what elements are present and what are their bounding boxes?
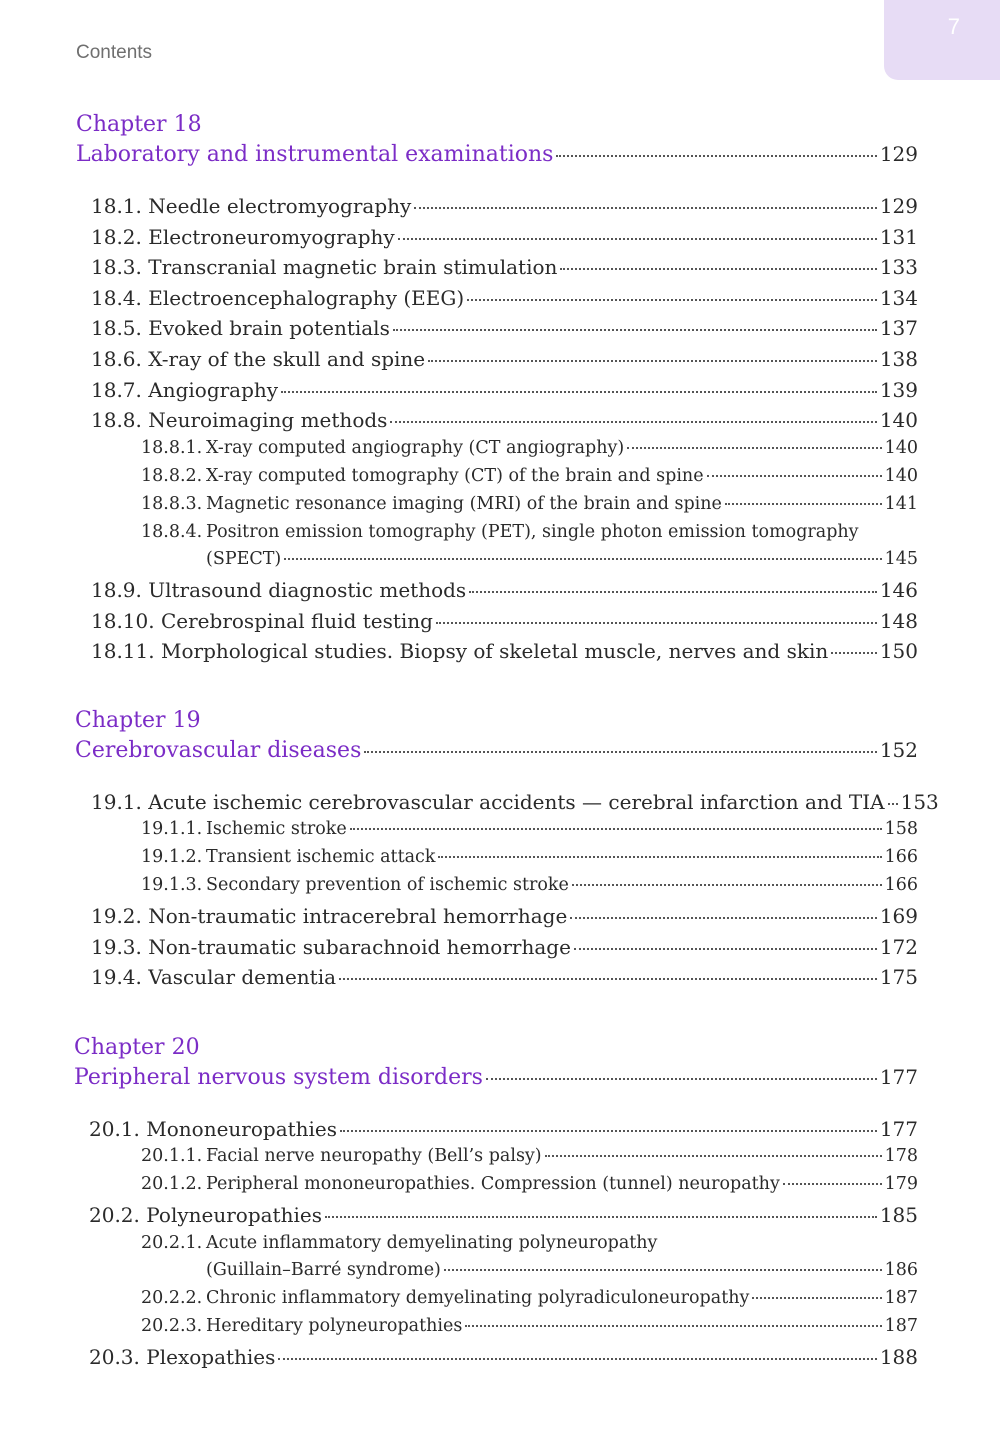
entry-number: 18.6. [91, 347, 142, 371]
chapter-label: Chapter 19 [75, 708, 201, 733]
dot-leader [469, 591, 877, 593]
entry-title: Magnetic resonance imaging (MRI) of the brain and spine [206, 494, 722, 514]
toc-entry[interactable] [91, 935, 918, 959]
dot-leader [414, 207, 877, 209]
entry-number: 18.8.3. [141, 494, 203, 514]
page-ref: 175 [879, 965, 918, 989]
entry-number: 18.11. [91, 639, 155, 663]
toc-subentry[interactable] [141, 875, 918, 895]
page-ref: 153 [900, 790, 939, 814]
entry-number: 19.3. [91, 935, 142, 959]
entry-number: 20.2.3. [141, 1316, 203, 1336]
toc-entry[interactable] [89, 1345, 918, 1369]
entry-title: Non-traumatic subarachnoid hemorrhage [148, 935, 571, 959]
dot-leader [428, 360, 877, 362]
page-ref: 177 [879, 1117, 918, 1141]
page-ref: 179 [884, 1174, 918, 1194]
entry-number: 19.4. [91, 965, 142, 989]
page-ref: 177 [879, 1065, 918, 1089]
dot-leader [486, 1078, 877, 1080]
dot-leader [783, 1183, 882, 1185]
page-ref: 166 [884, 847, 918, 867]
dot-leader [390, 421, 876, 423]
entry-title: Transcranial magnetic brain stimulation [148, 255, 558, 279]
chapter-title: Peripheral nervous system disorders [74, 1065, 483, 1090]
dot-leader [339, 978, 877, 980]
dot-leader [831, 652, 877, 654]
dot-leader [572, 884, 882, 886]
toc-entry[interactable] [91, 904, 918, 928]
toc-subentry-first-line[interactable] [141, 522, 859, 542]
page-ref: 140 [884, 438, 918, 458]
entry-number: 18.10. [91, 609, 155, 633]
dot-leader [340, 1130, 877, 1132]
entry-title: Non-traumatic intracerebral hemorrhage [148, 904, 568, 928]
dot-leader [284, 558, 881, 560]
entry-title-continuation: (Guillain–Barré syndrome) [206, 1260, 441, 1280]
entry-number: 18.4. [91, 286, 142, 310]
dot-leader [281, 391, 877, 393]
entry-title: Acute ischemic cerebrovascular accidents — cerebral infarction and TIA [148, 790, 885, 814]
toc-entry[interactable] [89, 1203, 918, 1227]
page-ref: 185 [879, 1203, 918, 1227]
dot-leader [350, 828, 882, 830]
dot-leader [556, 155, 876, 157]
entry-title: Hereditary polyneuropathies [206, 1316, 463, 1336]
entry-number: 20.1.2. [141, 1174, 203, 1194]
entry-title: Electroencephalography (EEG) [148, 286, 465, 310]
page-ref: 145 [884, 549, 918, 569]
page-ref: 140 [884, 466, 918, 486]
dot-leader [438, 856, 881, 858]
entry-number: 19.1.1. [141, 819, 203, 839]
dot-leader [278, 1358, 876, 1360]
entry-number: 19.2. [91, 904, 142, 928]
page-ref: 187 [884, 1288, 918, 1308]
toc-entry[interactable] [91, 639, 918, 663]
entry-title: Mononeuropathies [146, 1117, 338, 1141]
toc-subentry[interactable] [141, 819, 918, 839]
entry-number: 20.1.1. [141, 1146, 203, 1166]
page-ref: 134 [879, 286, 918, 310]
toc-entry[interactable] [91, 965, 918, 989]
entry-title: X-ray of the skull and spine [148, 347, 426, 371]
entry-title: Transient ischemic attack [206, 847, 436, 867]
page-ref: 129 [879, 142, 918, 166]
toc-subentry[interactable] [141, 1174, 918, 1194]
chapter-label: Chapter 18 [76, 112, 202, 137]
entry-title: Ultrasound diagnostic methods [148, 578, 467, 602]
dot-leader [545, 1155, 882, 1157]
dot-leader [574, 948, 877, 950]
toc-entry[interactable] [91, 790, 939, 814]
entry-title: X-ray computed angiography (CT angiography) [206, 438, 625, 458]
page-ref: 138 [879, 347, 918, 371]
chapter-title: Cerebrovascular diseases [75, 738, 362, 763]
dot-leader [752, 1297, 881, 1299]
toc-subentry-continuation[interactable] [206, 1260, 918, 1280]
page-ref: 158 [884, 819, 918, 839]
toc-subentry[interactable] [141, 1316, 918, 1336]
page-ref: 140 [879, 408, 918, 432]
chapter-title-entry[interactable] [75, 738, 918, 763]
dot-leader [707, 475, 882, 477]
running-head: Contents [76, 42, 153, 63]
entry-title: Acute inflammatory demyelinating polyneuropathy [206, 1233, 658, 1253]
entry-number: 18.8.2. [141, 466, 203, 486]
entry-title: Ischemic stroke [206, 819, 347, 839]
page-ref: 150 [879, 639, 918, 663]
page-ref: 186 [884, 1260, 918, 1280]
entry-number: 20.1. [89, 1117, 140, 1141]
entry-number: 18.3. [91, 255, 142, 279]
toc-entry[interactable] [91, 316, 918, 340]
entry-title: Cerebrospinal fluid testing [160, 609, 433, 633]
toc-entry[interactable] [91, 347, 918, 371]
dot-leader [398, 238, 877, 240]
toc-entry[interactable] [91, 286, 918, 310]
dot-leader [325, 1216, 877, 1218]
page-ref: 133 [879, 255, 918, 279]
entry-title: Neuroimaging methods [148, 408, 388, 432]
entry-number: 19.1.2. [141, 847, 203, 867]
entry-number: 20.2.1. [141, 1233, 203, 1253]
entry-title: Plexopathies [146, 1345, 276, 1369]
page-ref: 139 [879, 378, 918, 402]
page-ref: 131 [879, 225, 918, 249]
chapter-title-entry[interactable] [76, 142, 918, 167]
entry-number: 20.2. [89, 1203, 140, 1227]
chapter-title-entry[interactable] [74, 1065, 918, 1090]
entry-title: X-ray computed tomography (CT) of the brain and spine [206, 466, 704, 486]
entry-title: Positron emission tomography (PET), single photon emission tomography [206, 522, 859, 542]
toc-entry[interactable] [91, 609, 918, 633]
entry-number: 18.1. [91, 194, 142, 218]
page-ref: 166 [884, 875, 918, 895]
entry-number: 20.2.2. [141, 1288, 203, 1308]
entry-title: Electroneuromyography [148, 225, 395, 249]
toc-subentry[interactable] [141, 494, 918, 514]
dot-leader [465, 1325, 881, 1327]
toc-entry[interactable] [91, 194, 918, 218]
entry-number: 19.1.3. [141, 875, 203, 895]
entry-number: 18.8. [91, 408, 142, 432]
toc-subentry[interactable] [141, 847, 918, 867]
toc-subentry[interactable] [141, 1288, 918, 1308]
page-ref: 148 [879, 609, 918, 633]
entry-title: Secondary prevention of ischemic stroke [206, 875, 569, 895]
dot-leader [436, 622, 877, 624]
page-number-tab [884, 0, 1000, 80]
page-ref: 169 [879, 904, 918, 928]
entry-number: 18.9. [91, 578, 142, 602]
page-ref: 178 [884, 1146, 918, 1166]
entry-title: Needle electromyography [148, 194, 412, 218]
dot-leader [444, 1269, 882, 1271]
toc-entry[interactable] [91, 408, 918, 432]
page-ref: 129 [879, 194, 918, 218]
page-ref: 141 [884, 494, 918, 514]
page-ref: 188 [879, 1345, 918, 1369]
chapter-label: Chapter 20 [74, 1035, 200, 1060]
toc-subentry-continuation[interactable] [206, 549, 918, 569]
page-ref: 172 [879, 935, 918, 959]
entry-title: Polyneuropathies [146, 1203, 322, 1227]
dot-leader [560, 268, 876, 270]
dot-leader [725, 503, 882, 505]
entry-title: Vascular dementia [148, 965, 337, 989]
entry-title-continuation: (SPECT) [206, 549, 282, 569]
dot-leader [364, 751, 876, 753]
dot-leader [467, 299, 877, 301]
entry-title: Evoked brain potentials [148, 316, 390, 340]
toc-subentry[interactable] [141, 438, 918, 458]
toc-entry[interactable] [91, 578, 918, 602]
dot-leader [888, 803, 898, 805]
page-ref: 137 [879, 316, 918, 340]
page-number: 7 [947, 14, 960, 39]
entry-number: 20.3. [89, 1345, 140, 1369]
entry-number: 18.5. [91, 316, 142, 340]
dot-leader [627, 447, 881, 449]
entry-title: Peripheral mononeuropathies. Compression (tunnel) neuropathy [206, 1174, 780, 1194]
chapter-title: Laboratory and instrumental examinations [76, 142, 554, 167]
entry-number: 18.8.4. [141, 522, 203, 542]
toc-subentry[interactable] [141, 1146, 918, 1166]
page-ref: 152 [879, 738, 918, 762]
entry-number: 18.7. [91, 378, 142, 402]
entry-title: Facial nerve neuropathy (Bell’s palsy) [206, 1146, 542, 1166]
entry-number: 18.2. [91, 225, 142, 249]
toc-entry[interactable] [91, 225, 918, 249]
entry-title: Morphological studies. Biopsy of skeletal muscle, nerves and skin [160, 639, 829, 663]
toc-entry[interactable] [89, 1117, 918, 1141]
toc-entry[interactable] [91, 378, 918, 402]
toc-subentry[interactable] [141, 466, 918, 486]
entry-title: Angiography [148, 378, 279, 402]
dot-leader [393, 329, 877, 331]
dot-leader [570, 917, 877, 919]
page-ref: 146 [879, 578, 918, 602]
entry-number: 19.1. [91, 790, 142, 814]
toc-subentry-first-line[interactable] [141, 1233, 657, 1253]
entry-number: 18.8.1. [141, 438, 203, 458]
page-ref: 187 [884, 1316, 918, 1336]
toc-entry[interactable] [91, 255, 918, 279]
entry-title: Chronic inflammatory demyelinating polyradiculoneuropathy [206, 1288, 750, 1308]
